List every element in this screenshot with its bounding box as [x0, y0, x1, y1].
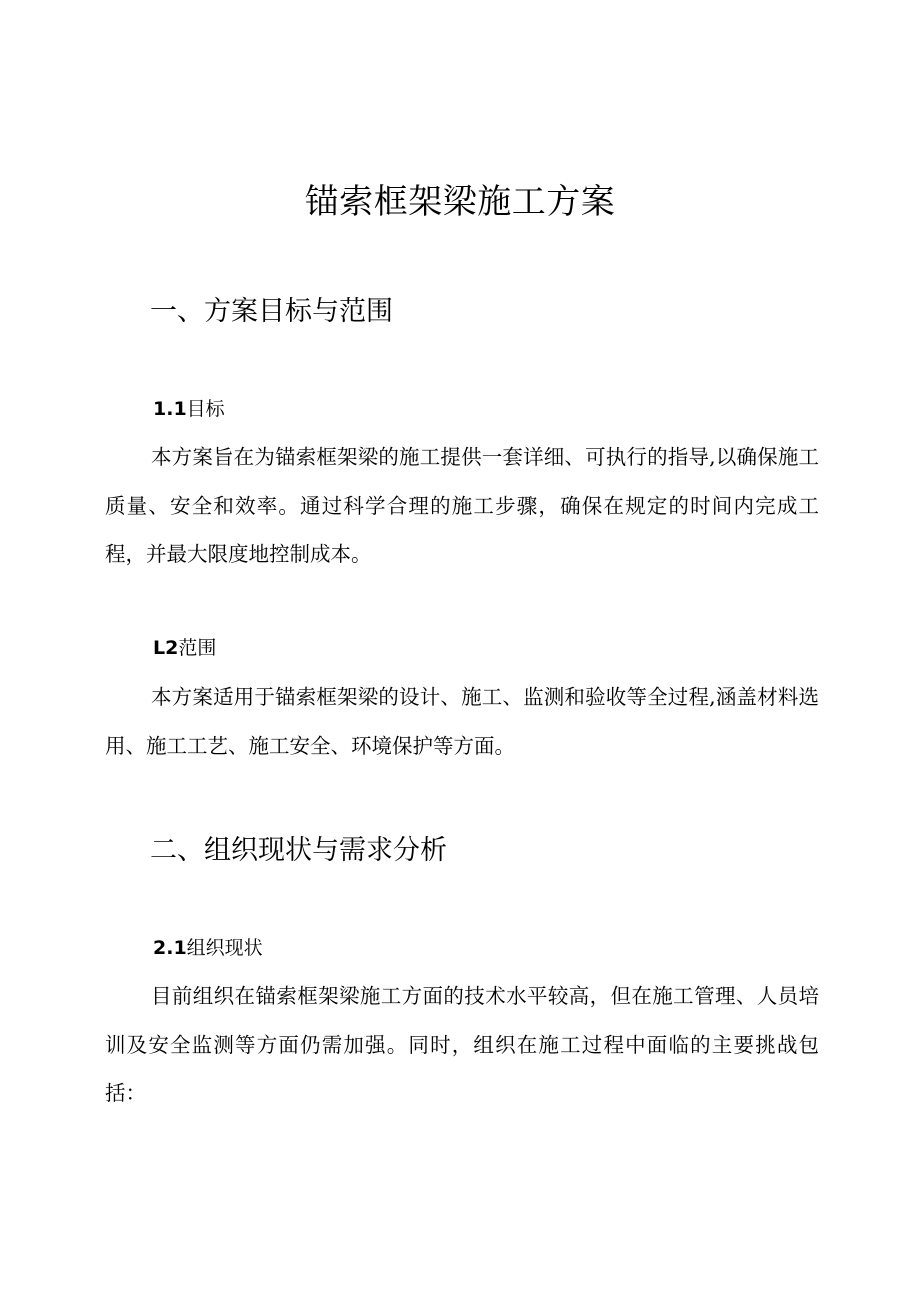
paragraph-current-status: 目前组织在锚索框架梁施工方面的技术水平较高，但在施工管理、人员培训及安全监测等方面仍需加强。同时，组织在施工过程中面临的主要挑战包括： [105, 984, 819, 1105]
subsection-heading-1-1 [153, 394, 225, 424]
document-title: 锚索框架梁施工方案 [304, 182, 616, 222]
paragraph-scope: 本方案适用于锚索框架梁的设计、施工、监测和验收等全过程,涵盖材料选用、施工工艺、施工安全、环境保护等方面。 [105, 685, 819, 758]
section-heading-1: 一、方案目标与范围 [150, 296, 393, 327]
subsection-number: 2.1 [153, 937, 187, 959]
subsection-number: L2 [153, 637, 179, 659]
paragraph-goal: 本方案旨在为锚索框架梁的施工提供一套详细、可执行的指导,以确保施工质量、安全和效率。通过科学合理的施工步骤，确保在规定的时间内完成工程，并最大限度地控制成本。 [105, 445, 819, 566]
subsection-heading-2-1 [153, 933, 263, 963]
subsection-number: 1.1 [153, 398, 187, 420]
subsection-heading-1-2 [153, 633, 216, 663]
subsection-title: 组织现状 [186, 937, 263, 959]
subsection-title: 范围 [178, 637, 217, 659]
subsection-title: 目标 [186, 398, 225, 420]
section-heading-2: 二、组织现状与需求分析 [150, 835, 447, 866]
